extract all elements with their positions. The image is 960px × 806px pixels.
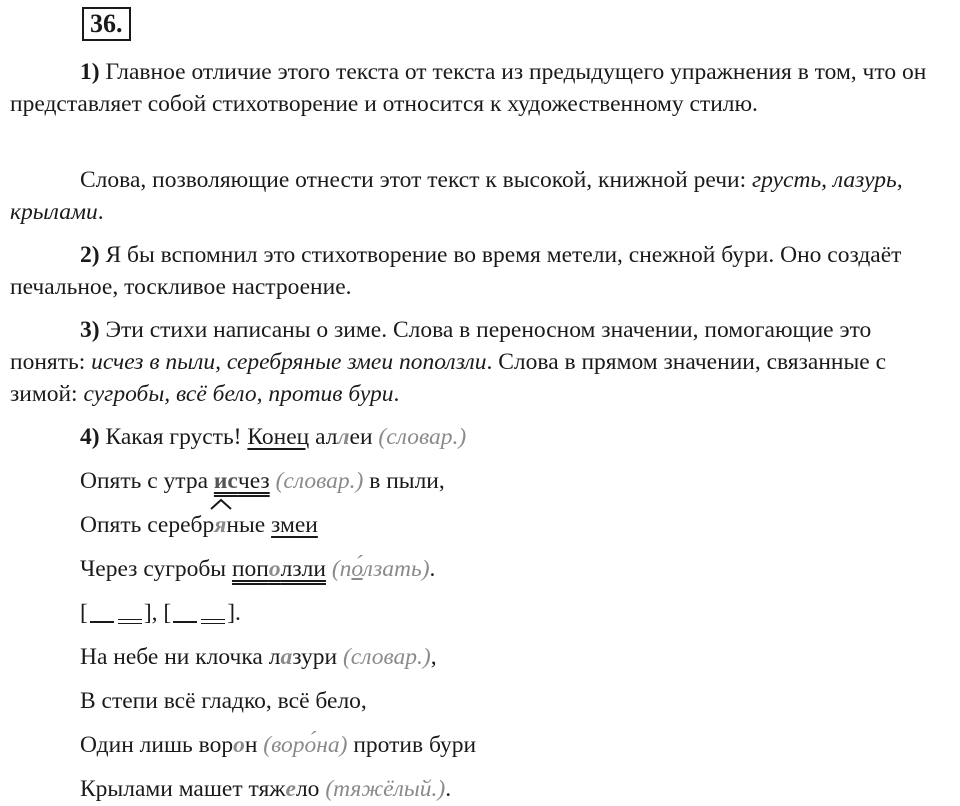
item-number: 4) [80, 424, 100, 450]
line-text: ал [315, 424, 338, 450]
line-text: Опять с утра [80, 468, 214, 494]
bracket: ], [ [143, 600, 172, 626]
line-text: ло [295, 776, 320, 802]
example-words: грусть, лазурь, крылами [10, 167, 903, 225]
highlighted-letter: я [214, 512, 227, 538]
line-text: н [244, 732, 258, 758]
line-text: лзли [280, 556, 326, 582]
word-underlined: Конец [247, 424, 310, 450]
check-word-note [326, 556, 430, 582]
line-text: Какая грусть! [99, 424, 248, 450]
highlighted-letter: е [285, 776, 296, 802]
line-text: ные [226, 512, 272, 538]
predicate-line-mark [118, 619, 142, 624]
predicate-line-mark [201, 619, 225, 624]
line-text: Крылами машет тяж [80, 776, 286, 802]
punctuation: . [429, 556, 436, 582]
word-underlined: змеи [271, 512, 318, 538]
poem-line-3 [80, 510, 318, 540]
poem-line-7 [80, 730, 476, 760]
example-words: сугробы, всё бело, против бури [83, 381, 394, 407]
note-stressed-letter: о́ [351, 556, 363, 582]
note-text: лзать) [362, 556, 430, 582]
paragraph-1 [10, 56, 936, 120]
poem-line-6 [80, 686, 367, 716]
root-marker [214, 510, 226, 540]
dictionary-note: (словар.) [337, 644, 431, 670]
line-text: против бури [347, 732, 477, 758]
line-text: зури [292, 644, 338, 670]
line-text: поп [231, 556, 269, 582]
check-word-note: (воро́на) [257, 732, 348, 758]
paragraph-text: Я бы вспомнил это стихотворение во время метели, снежной бури. Оно создаёт печальное, тоскливое настроение. [10, 242, 902, 300]
paragraph-text: Эти стихи написаны о зиме. Слова в переносном значении, помогающие это понять: [10, 317, 872, 375]
line-text: еи [349, 424, 373, 450]
root-arc-icon [210, 498, 232, 510]
dictionary-note: (словар.) [269, 468, 364, 494]
paragraph-text: . Слова в прямом значении, связанные с зимой: [10, 349, 887, 407]
item-number: 2) [80, 242, 100, 268]
line-text: Через сугробы [80, 556, 232, 582]
paragraph-2 [10, 239, 936, 303]
word-double-underlined [232, 556, 326, 582]
poem-line-1 [80, 422, 466, 452]
item-number: 1) [80, 59, 100, 85]
poem-line-5 [80, 642, 437, 672]
highlighted-letter: л [337, 424, 350, 450]
line-text: В степи всё гладко, всё бело, [80, 688, 367, 714]
poem-line-8 [80, 774, 451, 804]
poem-line-2 [80, 466, 445, 496]
exercise-number: 36. [82, 7, 131, 41]
word-double-underlined [214, 468, 270, 494]
line-text: в пыли, [363, 468, 445, 494]
highlighted-letter: о [268, 556, 281, 582]
dictionary-note: (словар.) [372, 424, 467, 450]
note-text: (п [325, 556, 352, 582]
punctuation: . [445, 776, 452, 802]
highlighted-letter: а [280, 644, 293, 670]
subject-line-mark [90, 621, 114, 623]
bracket: [ [80, 600, 88, 626]
example-words: исчез в пыли, серебряные змеи поползли [91, 349, 487, 375]
line-text: На небе ни клочка л [80, 644, 281, 670]
paragraph-text: Слова, позволяющие отнести этот текст к высокой, книжной речи: [80, 167, 752, 193]
line-text: Опять серебр [80, 512, 215, 538]
line-text: чез [237, 468, 270, 494]
punctuation: , [430, 644, 437, 670]
paragraph-1b [10, 164, 936, 228]
item-number: 3) [80, 317, 100, 343]
punctuation: . [393, 381, 400, 407]
paragraph-text: Главное отличие этого текста от текста из предыдущего упражнения в том, что он представляет собой стихотворение и относится к художественному стилю. [10, 59, 927, 117]
line-text: Один лишь вор [80, 732, 234, 758]
poem-line-4 [80, 554, 435, 584]
bracket: ]. [227, 600, 241, 626]
punctuation: . [97, 199, 104, 225]
sentence-scheme [80, 598, 241, 628]
highlighted-letter: о [233, 732, 245, 758]
highlighted-letters: ис [213, 468, 238, 494]
check-word-note: (тяжёлый.) [319, 776, 446, 802]
paragraph-3 [10, 314, 936, 410]
subject-line-mark [173, 621, 197, 623]
